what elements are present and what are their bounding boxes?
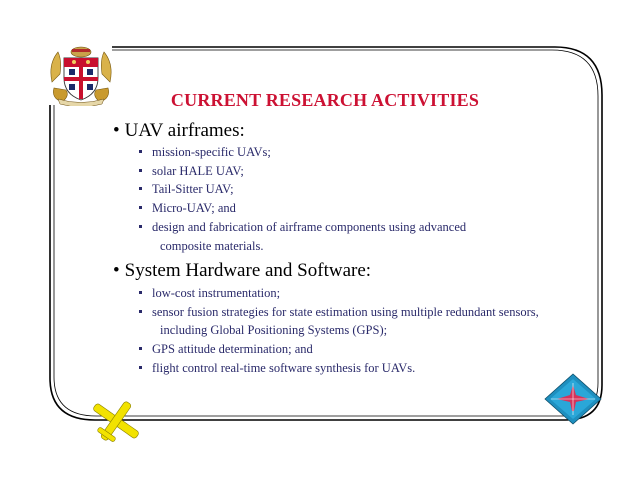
square-bullet-icon [139, 225, 142, 228]
section-heading-uav-airframes [113, 120, 245, 142]
list-item [138, 284, 539, 303]
square-bullet-icon [139, 310, 142, 313]
list-item [138, 359, 539, 378]
square-bullet-icon [139, 347, 142, 350]
list-item-text: GPS attitude determination; and [152, 342, 313, 357]
list-item-text: design and fabrication of airframe components using advanced [152, 219, 467, 234]
uav-airframes-list [138, 143, 466, 255]
list-item-text: Micro-UAV; and [152, 201, 236, 216]
list-item-text: solar HALE UAV; [152, 163, 244, 178]
list-item-text: Tail-Sitter UAV; [152, 182, 234, 197]
section-heading-text: System Hardware and Software: [124, 260, 372, 281]
list-item [138, 218, 466, 255]
list-item-text: flight control real-time software synthesis for UAVs. [152, 360, 416, 375]
list-item-continuation: including Global Positioning Systems (GPS); [160, 323, 388, 338]
square-bullet-icon [139, 187, 142, 190]
section-bullet-icon: • [113, 120, 120, 141]
square-bullet-icon [139, 150, 142, 153]
square-bullet-icon [139, 169, 142, 172]
yellow-airplane-icon [86, 395, 146, 447]
list-item-text: low-cost instrumentation; [152, 286, 281, 300]
list-item [138, 143, 466, 162]
section-bullet-icon: • [113, 260, 120, 281]
list-item [138, 340, 539, 359]
system-hardware-software-list [138, 284, 539, 378]
list-item-text: mission-specific UAVs; [152, 145, 271, 159]
square-bullet-icon [139, 366, 142, 369]
list-item [138, 199, 466, 218]
list-item [138, 180, 466, 199]
section-heading-system-hardware-software [113, 260, 371, 282]
section-heading-text: UAV airframes: [124, 120, 245, 141]
list-item [138, 162, 466, 181]
aerospace-diamond-icon [543, 373, 603, 425]
list-item-text: sensor fusion strategies for state estimation using multiple redundant sensors, [152, 304, 539, 319]
list-item-continuation: composite materials. [160, 238, 264, 253]
square-bullet-icon [139, 291, 142, 294]
square-bullet-icon [139, 206, 142, 209]
list-item [138, 303, 539, 340]
slide-title: CURRENT RESEARCH ACTIVITIES [170, 90, 480, 110]
